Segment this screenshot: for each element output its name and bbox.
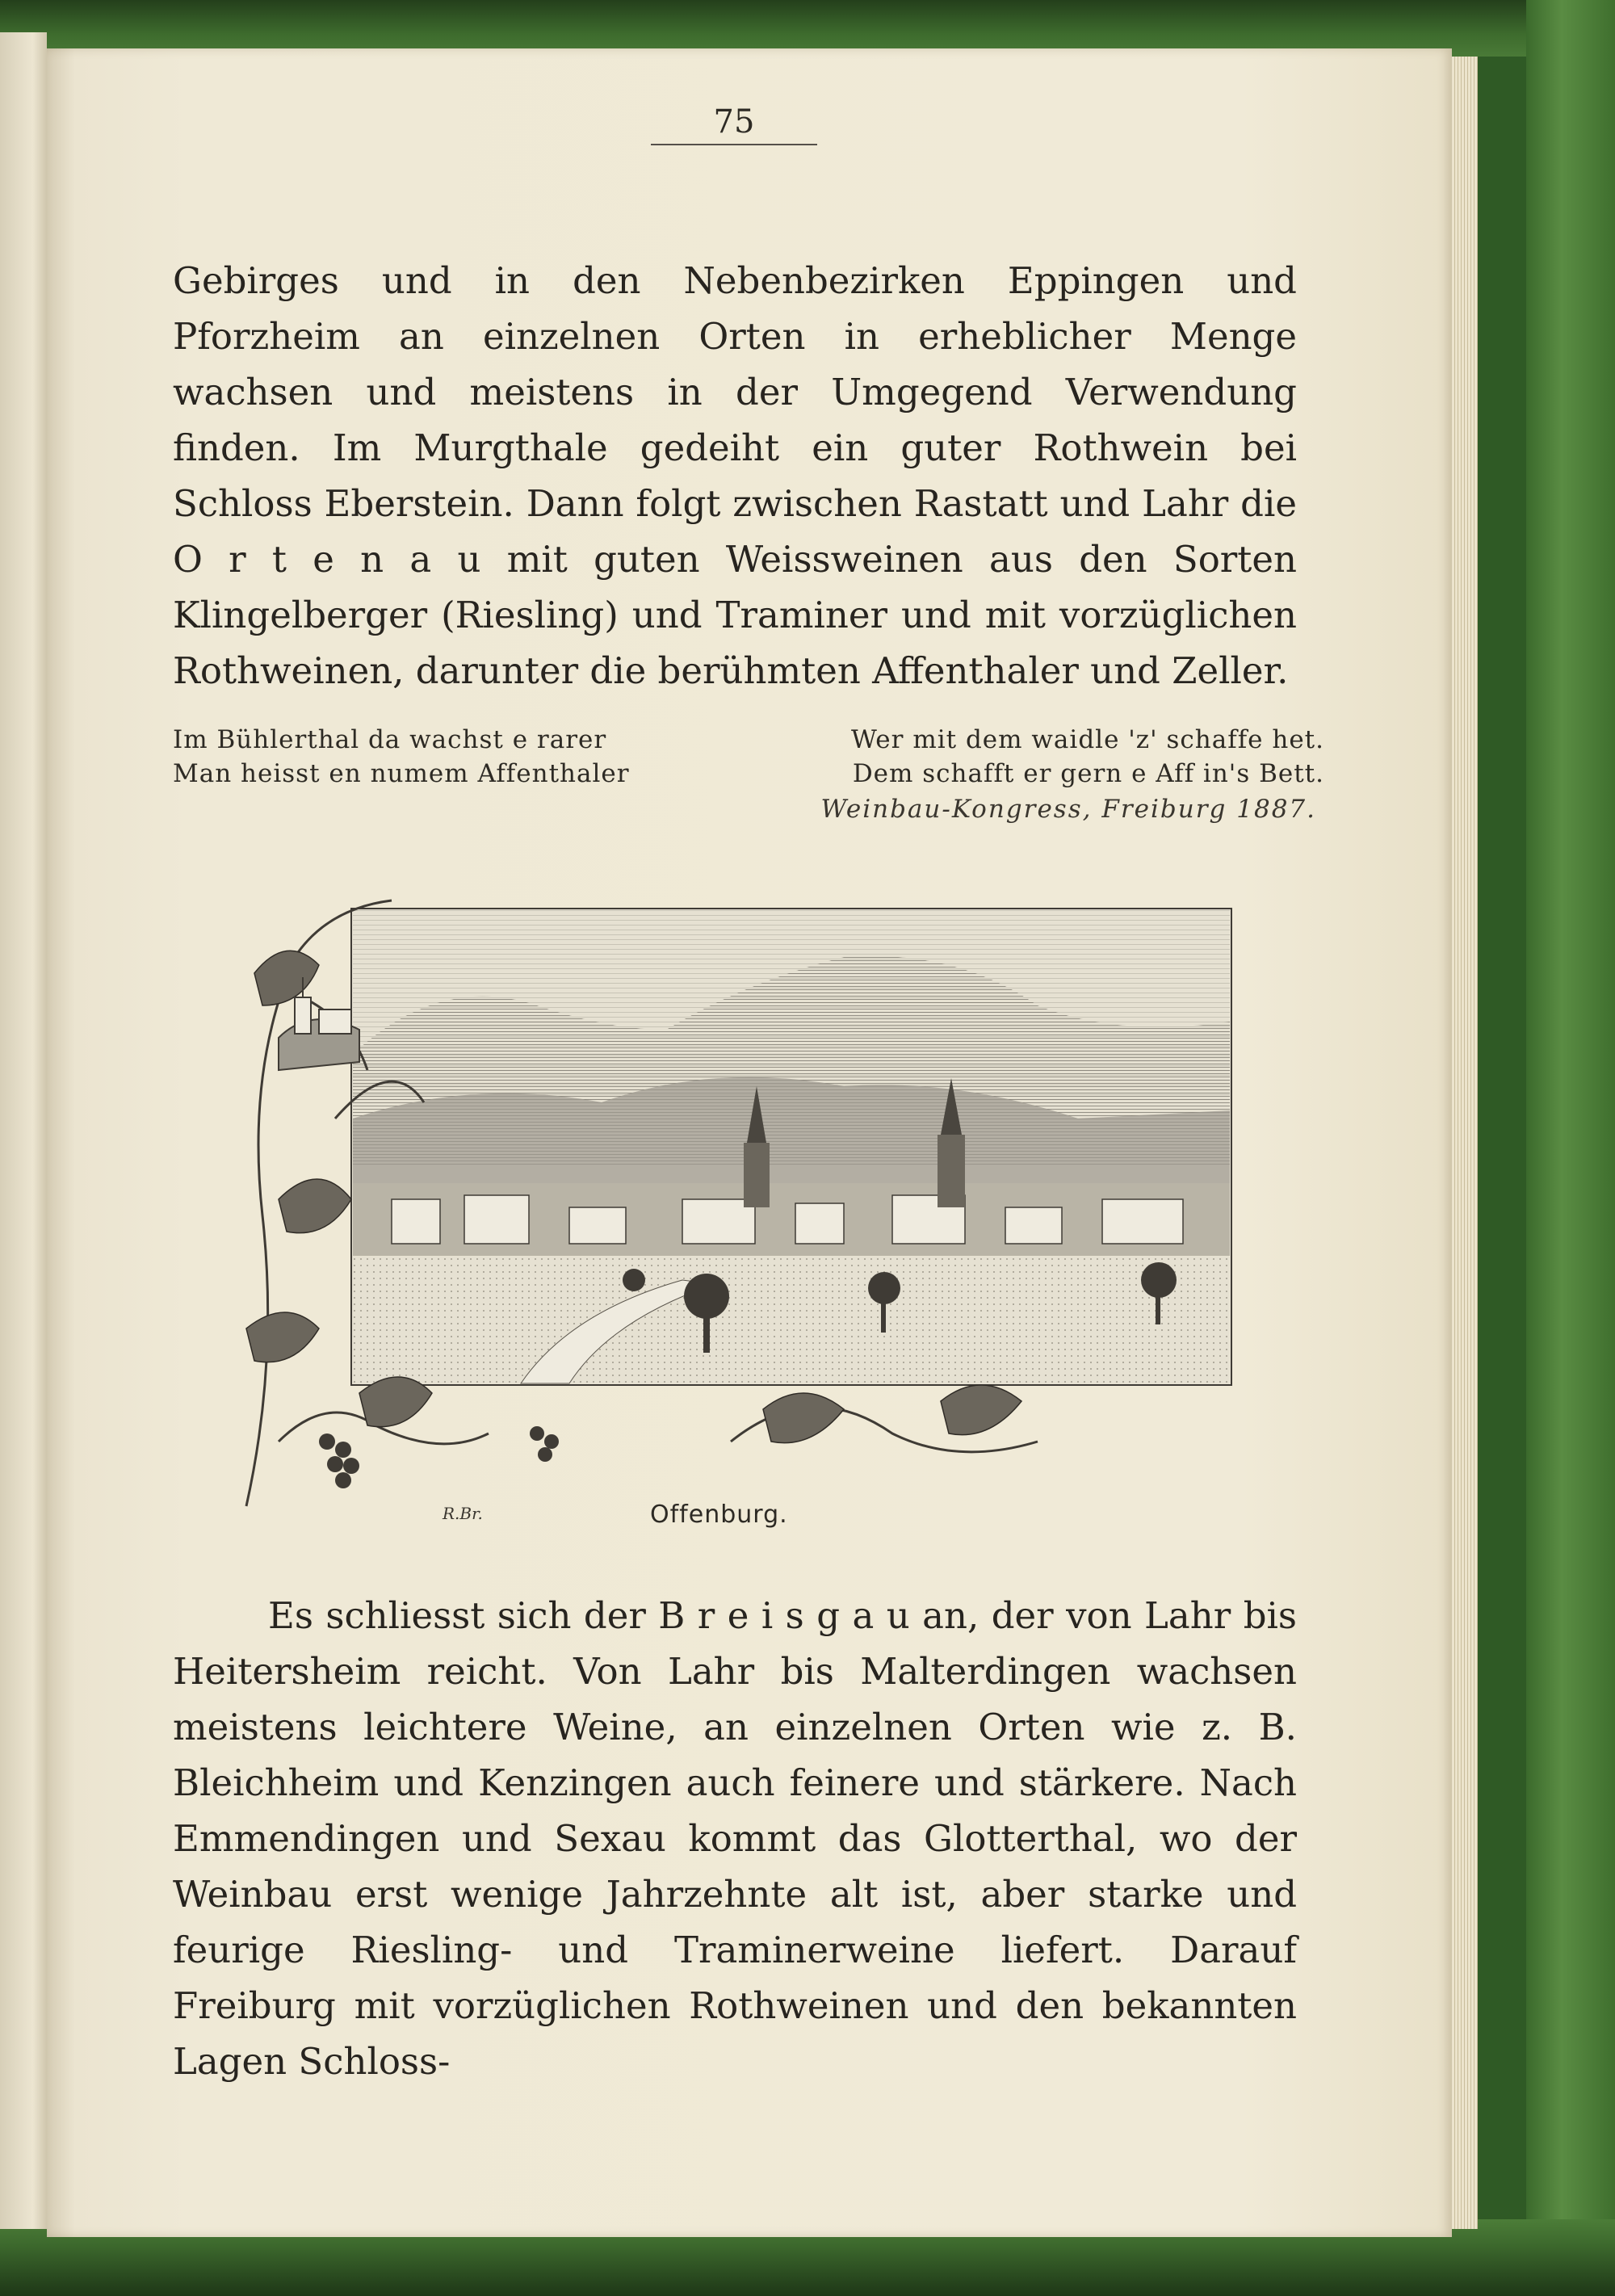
book-cover-right (1526, 0, 1615, 2296)
verse-line-2: Man heisst en numem Affenthaler (173, 759, 630, 788)
previous-page-edge (0, 32, 47, 2229)
paragraph-1: Gebirges und in den Nebenbezirken Eppingen und Pforzheim an einzelnen Orten in erheblicher Menge wachsen und meistens in der Umgegend Verwendung finden. Im Murgthale gedeiht ein guter Rothwein bei Schloss Eberstein. Dann folgt zwischen Rastatt und Lahr die O r t e n a u mit guten Weissweinen aus den Sorten Klingelberger (Riesling) und Traminer und mit vorzüglichen Rothweinen, darunter die berühmten Affenthaler und Zeller. (173, 259, 1297, 692)
verse-line-1: Im Bühlerthal da wachst e rarer (173, 725, 607, 754)
offenburg-engraving (230, 876, 1244, 1522)
grapes (319, 1426, 559, 1488)
verse-right-column (767, 723, 1324, 791)
page-number: 75 (651, 103, 817, 145)
illustration-caption: Offenburg. (650, 1501, 788, 1529)
verse-left-column (173, 723, 630, 791)
fields (353, 1256, 1230, 1383)
paragraph-2: Es schliesst sich der B r e i s g a u an, der von Lahr bis Heitersheim reicht. Von Lahr bis Malterdingen wachsen meistens leichtere Weine, an einzelnen Orten wie z. B. Bleichheim und Kenzingen auch feinere und stärkere. Nach Emmendingen und Sexau kommt das Glotterthal, wo der Weinbau erst wenige Jahrzehnte alt ist, aber starke und feurige Riesling- und Traminerweine liefert. Darauf Freiburg mit vorzüglichen Rothweinen und den bekannten Lagen Schloss- (173, 1594, 1297, 2083)
verse-source: Weinbau-Kongress, Freiburg 1887. (820, 795, 1316, 824)
engraver-signature: R.Br. (443, 1504, 483, 1523)
verse-line-3: Wer mit dem waidle 'z' schaffe het. (850, 725, 1324, 754)
verse-line-4: Dem schafft er gern e Aff in's Bett. (852, 759, 1324, 788)
